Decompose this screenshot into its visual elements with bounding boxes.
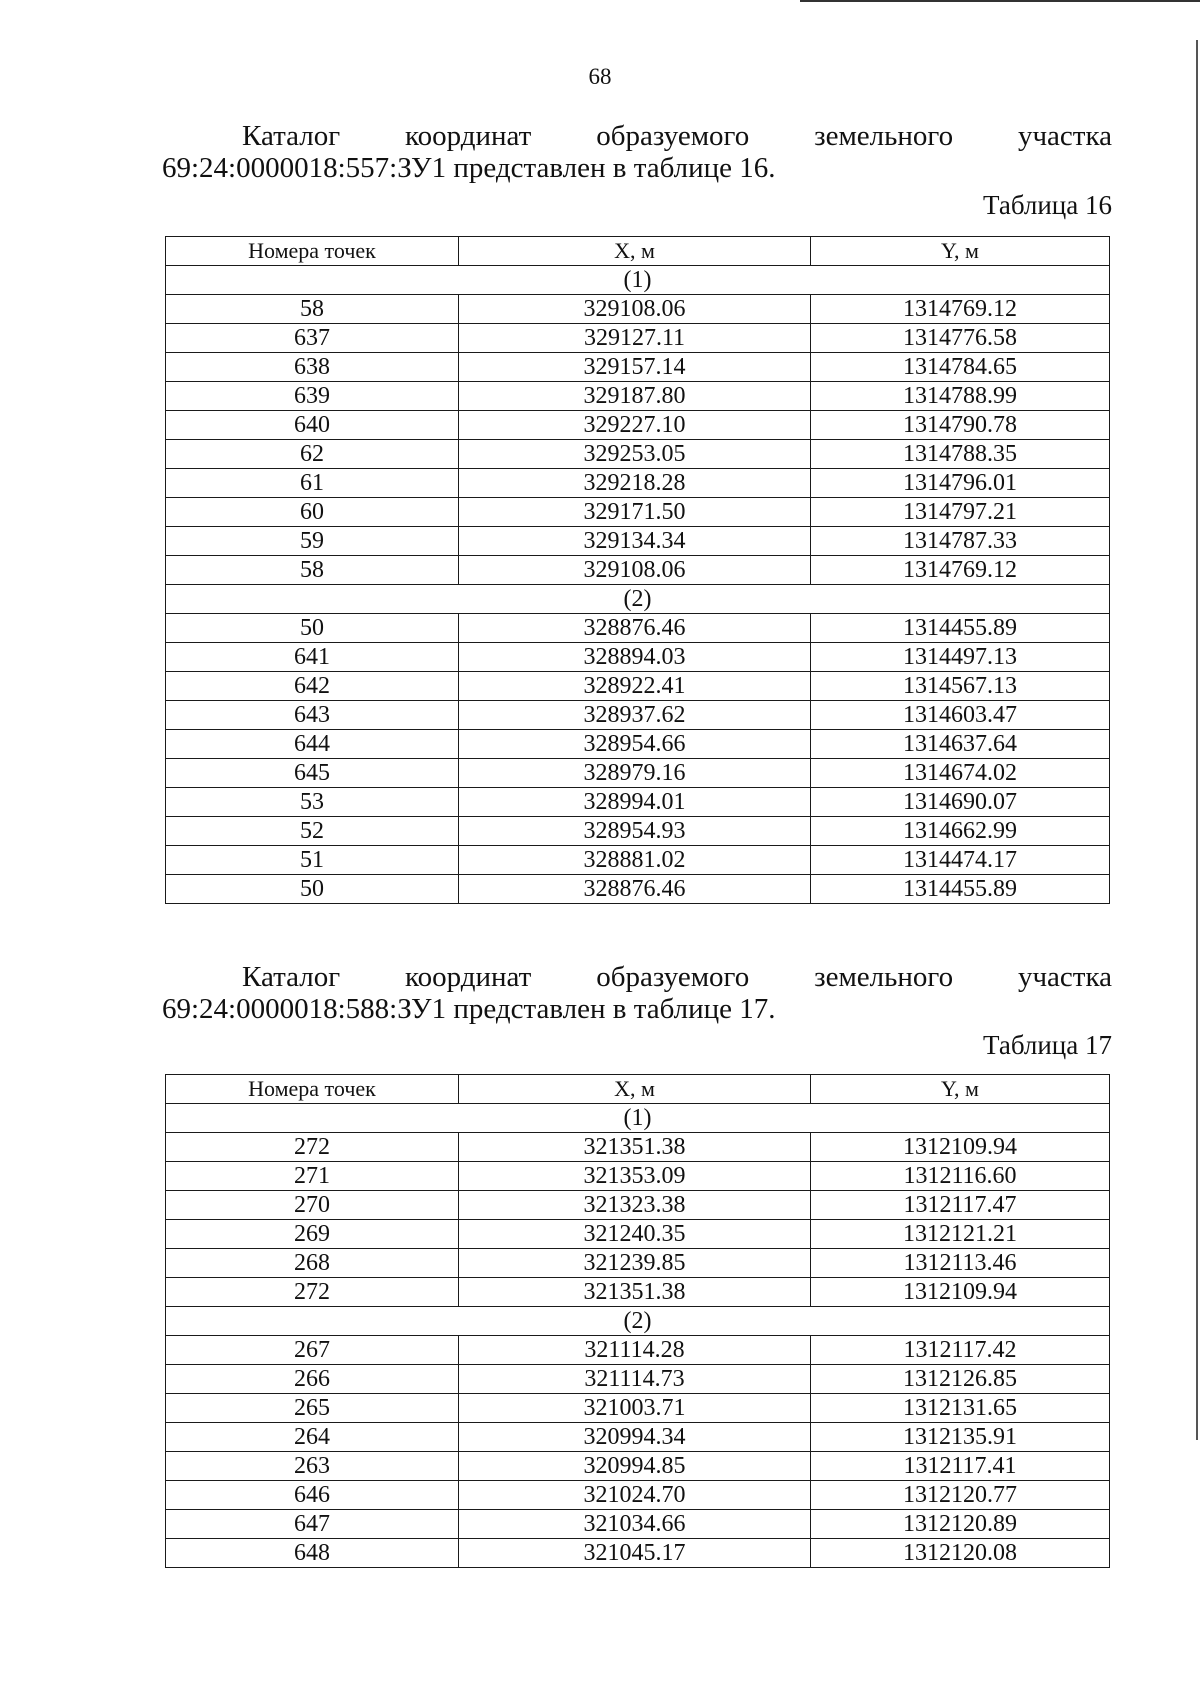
x-coordinate-cell: 329171.50 (459, 498, 811, 527)
point-number-cell: 265 (166, 1394, 459, 1423)
point-number-cell: 58 (166, 556, 459, 585)
table-row (166, 788, 1110, 817)
x-coordinate-cell: 321351.38 (459, 1133, 811, 1162)
table-row (166, 1365, 1110, 1394)
point-number-cell: 646 (166, 1481, 459, 1510)
part-label-row (166, 1104, 1110, 1133)
header-y: Y, м (811, 1075, 1110, 1104)
header-x: X, м (459, 1075, 811, 1104)
point-number-cell: 271 (166, 1162, 459, 1191)
point-number-cell: 267 (166, 1336, 459, 1365)
point-number-cell: 644 (166, 730, 459, 759)
x-coordinate-cell: 321114.73 (459, 1365, 811, 1394)
point-number-cell: 638 (166, 353, 459, 382)
table17-caption: Таблица 17 (983, 1030, 1112, 1060)
table17 (165, 1074, 1110, 1568)
part-label-row (166, 585, 1110, 614)
table-row (166, 817, 1110, 846)
x-coordinate-cell: 321045.17 (459, 1539, 811, 1568)
x-coordinate-cell: 328937.62 (459, 701, 811, 730)
x-coordinate-cell: 329187.80 (459, 382, 811, 411)
table-row (166, 643, 1110, 672)
y-coordinate-cell: 1314674.02 (811, 759, 1110, 788)
header-points: Номера точек (166, 1075, 459, 1104)
x-coordinate-cell: 328881.02 (459, 846, 811, 875)
table-row (166, 1510, 1110, 1539)
y-coordinate-cell: 1312117.42 (811, 1336, 1110, 1365)
table-row (166, 1423, 1110, 1452)
y-coordinate-cell: 1314790.78 (811, 411, 1110, 440)
y-coordinate-cell: 1312121.21 (811, 1220, 1110, 1249)
point-number-cell: 641 (166, 643, 459, 672)
point-number-cell: 643 (166, 701, 459, 730)
point-number-cell: 58 (166, 295, 459, 324)
y-coordinate-cell: 1314567.13 (811, 672, 1110, 701)
y-coordinate-cell: 1314497.13 (811, 643, 1110, 672)
table16-caption: Таблица 16 (983, 190, 1112, 220)
y-coordinate-cell: 1314776.58 (811, 324, 1110, 353)
part-label-row (166, 1307, 1110, 1336)
y-coordinate-cell: 1314769.12 (811, 295, 1110, 324)
x-coordinate-cell: 329218.28 (459, 469, 811, 498)
table-row (166, 498, 1110, 527)
table-row (166, 556, 1110, 585)
x-coordinate-cell: 321323.38 (459, 1191, 811, 1220)
y-coordinate-cell: 1314797.21 (811, 498, 1110, 527)
y-coordinate-cell: 1312117.47 (811, 1191, 1110, 1220)
table16 (165, 236, 1110, 904)
part-label: (1) (166, 266, 1110, 295)
point-number-cell: 639 (166, 382, 459, 411)
x-coordinate-cell: 321003.71 (459, 1394, 811, 1423)
point-number-cell: 268 (166, 1249, 459, 1278)
y-coordinate-cell: 1314662.99 (811, 817, 1110, 846)
x-coordinate-cell: 328894.03 (459, 643, 811, 672)
x-coordinate-cell: 321114.28 (459, 1336, 811, 1365)
x-coordinate-cell: 328876.46 (459, 875, 811, 904)
y-coordinate-cell: 1314788.99 (811, 382, 1110, 411)
point-number-cell: 637 (166, 324, 459, 353)
y-coordinate-cell: 1312116.60 (811, 1162, 1110, 1191)
scan-edge-line (800, 0, 1200, 2)
page-number: 68 (588, 64, 612, 89)
header-y: Y, м (811, 237, 1110, 266)
y-coordinate-cell: 1312120.89 (811, 1510, 1110, 1539)
x-coordinate-cell: 321351.38 (459, 1278, 811, 1307)
x-coordinate-cell: 328922.41 (459, 672, 811, 701)
x-coordinate-cell: 329253.05 (459, 440, 811, 469)
table-row (166, 1481, 1110, 1510)
table-row (166, 1539, 1110, 1568)
scan-edge-line (1196, 40, 1198, 1440)
point-number-cell: 270 (166, 1191, 459, 1220)
x-coordinate-cell: 321024.70 (459, 1481, 811, 1510)
x-coordinate-cell: 329227.10 (459, 411, 811, 440)
point-number-cell: 53 (166, 788, 459, 817)
x-coordinate-cell: 321034.66 (459, 1510, 811, 1539)
point-number-cell: 648 (166, 1539, 459, 1568)
table-row (166, 324, 1110, 353)
table-row (166, 759, 1110, 788)
y-coordinate-cell: 1312126.85 (811, 1365, 1110, 1394)
x-coordinate-cell: 329157.14 (459, 353, 811, 382)
y-coordinate-cell: 1314637.64 (811, 730, 1110, 759)
paragraph-table16-intro (162, 120, 1112, 184)
x-coordinate-cell: 328979.16 (459, 759, 811, 788)
table-row (166, 1452, 1110, 1481)
y-coordinate-cell: 1312113.46 (811, 1249, 1110, 1278)
table-header-row (166, 237, 1110, 266)
y-coordinate-cell: 1314603.47 (811, 701, 1110, 730)
y-coordinate-cell: 1312120.77 (811, 1481, 1110, 1510)
paragraph-line: 69:24:0000018:588:ЗУ1 представлен в таблице 17. (162, 993, 776, 1025)
point-number-cell: 59 (166, 527, 459, 556)
part-label: (2) (166, 585, 1110, 614)
y-coordinate-cell: 1314769.12 (811, 556, 1110, 585)
table-row (166, 1336, 1110, 1365)
x-coordinate-cell: 329134.34 (459, 527, 811, 556)
point-number-cell: 61 (166, 469, 459, 498)
point-number-cell: 272 (166, 1278, 459, 1307)
point-number-cell: 60 (166, 498, 459, 527)
table-row (166, 1394, 1110, 1423)
point-number-cell: 263 (166, 1452, 459, 1481)
header-points: Номера точек (166, 237, 459, 266)
point-number-cell: 640 (166, 411, 459, 440)
table-header-row (166, 1075, 1110, 1104)
point-number-cell: 264 (166, 1423, 459, 1452)
table-row (166, 1249, 1110, 1278)
table-row (166, 411, 1110, 440)
paragraph-line: 69:24:0000018:557:ЗУ1 представлен в таблице 16. (162, 152, 776, 184)
x-coordinate-cell: 320994.85 (459, 1452, 811, 1481)
x-coordinate-cell: 329108.06 (459, 556, 811, 585)
y-coordinate-cell: 1314455.89 (811, 614, 1110, 643)
y-coordinate-cell: 1312120.08 (811, 1539, 1110, 1568)
x-coordinate-cell: 329108.06 (459, 295, 811, 324)
y-coordinate-cell: 1314455.89 (811, 875, 1110, 904)
y-coordinate-cell: 1314788.35 (811, 440, 1110, 469)
y-coordinate-cell: 1312109.94 (811, 1278, 1110, 1307)
x-coordinate-cell: 321239.85 (459, 1249, 811, 1278)
point-number-cell: 266 (166, 1365, 459, 1394)
table-row (166, 672, 1110, 701)
x-coordinate-cell: 328876.46 (459, 614, 811, 643)
table-row (166, 875, 1110, 904)
table-row (166, 295, 1110, 324)
y-coordinate-cell: 1314690.07 (811, 788, 1110, 817)
x-coordinate-cell: 321240.35 (459, 1220, 811, 1249)
table-row (166, 730, 1110, 759)
table-row (166, 353, 1110, 382)
y-coordinate-cell: 1314474.17 (811, 846, 1110, 875)
point-number-cell: 647 (166, 1510, 459, 1539)
point-number-cell: 50 (166, 614, 459, 643)
part-label: (2) (166, 1307, 1110, 1336)
y-coordinate-cell: 1312117.41 (811, 1452, 1110, 1481)
x-coordinate-cell: 328954.93 (459, 817, 811, 846)
point-number-cell: 645 (166, 759, 459, 788)
x-coordinate-cell: 329127.11 (459, 324, 811, 353)
table-row (166, 614, 1110, 643)
table-row (166, 527, 1110, 556)
y-coordinate-cell: 1312109.94 (811, 1133, 1110, 1162)
point-number-cell: 642 (166, 672, 459, 701)
table-row (166, 440, 1110, 469)
header-x: X, м (459, 237, 811, 266)
x-coordinate-cell: 320994.34 (459, 1423, 811, 1452)
table-row (166, 701, 1110, 730)
y-coordinate-cell: 1314784.65 (811, 353, 1110, 382)
table-row (166, 1162, 1110, 1191)
point-number-cell: 52 (166, 817, 459, 846)
point-number-cell: 269 (166, 1220, 459, 1249)
table-row (166, 382, 1110, 411)
part-label: (1) (166, 1104, 1110, 1133)
paragraph-line: Каталог координат образуемого земельного участка (242, 120, 1112, 152)
point-number-cell: 51 (166, 846, 459, 875)
y-coordinate-cell: 1314787.33 (811, 527, 1110, 556)
table-row (166, 846, 1110, 875)
x-coordinate-cell: 321353.09 (459, 1162, 811, 1191)
y-coordinate-cell: 1312135.91 (811, 1423, 1110, 1452)
point-number-cell: 272 (166, 1133, 459, 1162)
table-row (166, 1191, 1110, 1220)
x-coordinate-cell: 328994.01 (459, 788, 811, 817)
point-number-cell: 50 (166, 875, 459, 904)
point-number-cell: 62 (166, 440, 459, 469)
paragraph-table17-intro (162, 961, 1112, 1025)
table-row (166, 1133, 1110, 1162)
x-coordinate-cell: 328954.66 (459, 730, 811, 759)
part-label-row (166, 266, 1110, 295)
table-row (166, 1278, 1110, 1307)
y-coordinate-cell: 1314796.01 (811, 469, 1110, 498)
table-row (166, 469, 1110, 498)
table-row (166, 1220, 1110, 1249)
paragraph-line: Каталог координат образуемого земельного участка (242, 961, 1112, 993)
y-coordinate-cell: 1312131.65 (811, 1394, 1110, 1423)
